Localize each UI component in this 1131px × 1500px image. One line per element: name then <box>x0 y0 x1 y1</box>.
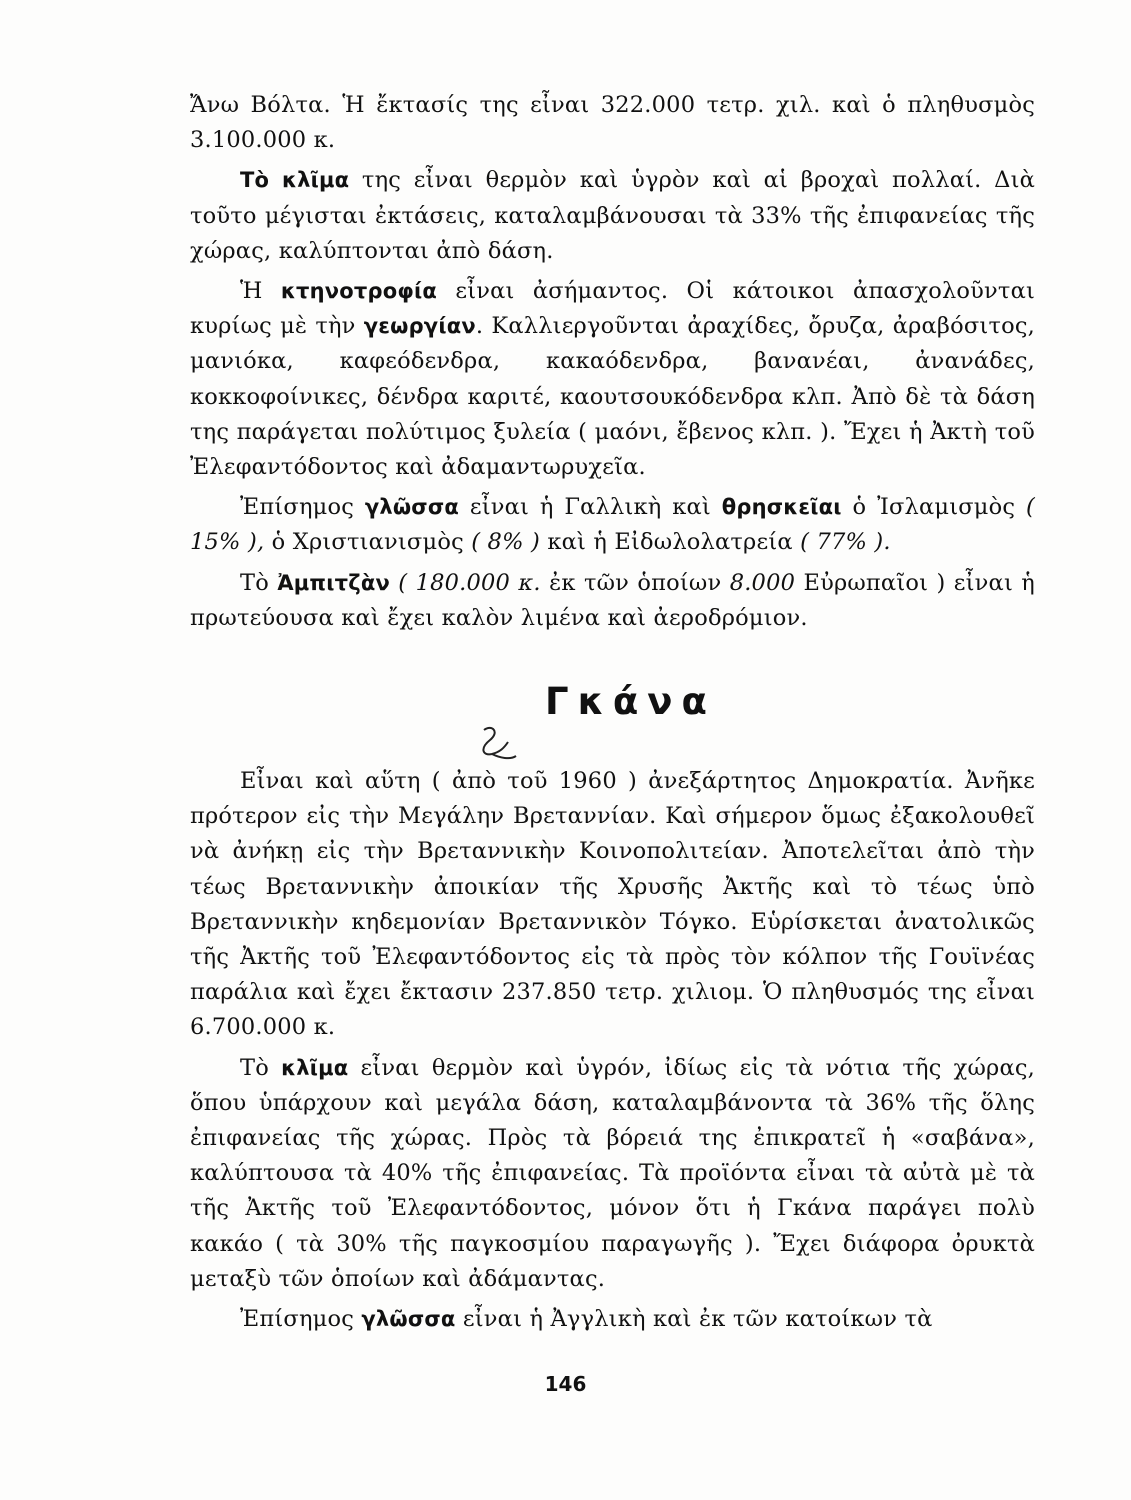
ghana-climate-text-a: Τὸ <box>240 1054 282 1081</box>
abidjan-term: Ἀμπιτζὰν <box>277 570 390 595</box>
europeans-count: 8.000 <box>729 569 796 596</box>
capital-text-c: Εὐρωπαῖοι ) εἶναι ἡ πρωτεύουσα καὶ ἔχει καλὸν λιμένα καὶ ἀεροδρόμιον. <box>190 569 1035 631</box>
abidjan-population: ( 180.000 κ. <box>389 569 541 596</box>
upper-volta-area-paragraph: Ἄνω Βόλτα. Ἡ ἔκτασίς της εἶναι 322.000 τετρ. χιλ. καὶ ὁ πληθυσμὸς 3.100.000 κ. <box>190 92 1035 154</box>
economy-text-c: . Καλλιεργοῦνται ἀραχίδες, ὄρυζα, ἀραβόσιτος, μανιόκα, καφεόδενδρα, κακαόδενδρα, βανανέαι, ἀνανάδες, κοκκοφοίνικες, δένδρα καριτέ, καουτσουκόδενδρα κλπ. Ἀπὸ δὲ τὰ δάση της παράγεται πολύτιμος ξυλεία ( μαόνι, ἔβενος κλπ. ). Ἔχει ἡ Ἀκτὴ τοῦ Ἐλεφαντόδοντος καὶ ἀδαμαντωρυχεῖα. <box>190 313 1035 481</box>
climate-term: Τὸ κλῖμα <box>240 168 350 193</box>
capital-text-a: Τὸ <box>240 569 278 596</box>
upper-volta-section <box>190 88 1035 641</box>
ghana-language-text-a: Ἐπίσημος <box>240 1306 362 1333</box>
ghana-overview-paragraph: Εἶναι καὶ αὕτη ( ἀπὸ τοῦ 1960 ) ἀνεξάρτητος Δημοκρατία. Ἀνῆκε πρότερον εἰς τὴν Μεγάλην Βρεταννίαν. Καὶ σήμερον ὅμως ἐξακολουθεῖ νὰ ἀνήκῃ εἰς τὴν Βρεταννικὴν Κοινοπολιτείαν. Ἀποτελεῖται ἀπὸ τὴν τέως Βρεταννικὴν ἀποικίαν τῆς Χρυσῆς Ἀκτῆς καὶ τὸ τέως ὑπὸ Βρεταννικὴν κηδεμονίαν Βρεταννικὸν Τόγκο. Εὑρίσκεται ἀνατολικῶς τῆς Ἀκτῆς τοῦ Ἐλεφαντόδοντος εἰς τὰ πρὸς τὸν κόλπον τῆς Γουϊνέας παράλια καὶ ἔχει ἔκτασιν 237.850 τετρ. χιλιομ. Ὁ πληθυσμός της εἶναι 6.700.000 κ. <box>190 768 1035 1041</box>
page-number: 146 <box>544 1372 587 1396</box>
christianity-percent: ( 8% ) <box>471 529 540 556</box>
ghana-climate-term: κλῖμα <box>281 1055 349 1080</box>
language-text-e: καὶ ἡ Εἰδωλολατρεία <box>539 529 801 556</box>
economy-text-b: εἶναι ἀσήμαντος. Οἱ κάτοικοι ἀπασχολοῦνται κυρίως μὲ τὴν <box>190 278 1035 340</box>
language-text-a: Ἐπίσημος <box>240 494 365 521</box>
islam-percent: ( 15% ), <box>190 494 1035 556</box>
language-text-d: ὁ Χριστιανισμὸς <box>264 529 472 556</box>
upper-volta-economy-paragraph <box>190 274 1035 485</box>
upper-volta-climate-paragraph <box>190 163 1035 269</box>
ghana-climate-text-b: εἶναι θερμὸν καὶ ὑγρόν, ἰδίως εἰς τὰ νότια τῆς χώρας, ὅπου ὑπάρχουν καὶ μεγάλα δάση, καταλαμβάνοντα τὰ 36% τῆς ὅλης ἐπιφανείας τῆς χώρας. Πρὸς τὰ βόρειά της ἐπικρατεῖ ἡ «σαβάνα», καλύπτουσα τὰ 40% τῆς ἐπιφανείας. Τὰ προϊόντα εἶναι τὰ αὐτὰ μὲ τὰ τῆς Ἀκτῆς τοῦ Ἐλεφαντόδοντος, μόνον ὅτι ἡ Γκάνα παράγει πολὺ κακάο ( τὰ 30% τῆς παγκοσμίου παραγωγῆς ). Ἔχει διάφορα ὀρυκτὰ μεταξὺ τῶν ὁποίων καὶ ἀδάμαντας. <box>190 1054 1035 1292</box>
language-term: γλῶσσα <box>364 495 460 520</box>
ghana-climate-paragraph <box>190 1051 1035 1297</box>
ghana-language-text-b: εἶναι ἡ Ἀγγλικὴ καὶ ἐκ τῶν κατοίκων τὰ <box>455 1306 933 1333</box>
capital-text-b: ἐκ τῶν ὁποίων <box>540 569 730 596</box>
section-title-ghana: Γκάνα <box>545 680 716 723</box>
climate-text: της εἶναι θερμὸν καὶ ὑγρὸν καὶ αἱ βροχαὶ πολλαί. Διὰ τοῦτο μέγισται ἐκτάσεις, καταλαμβάνουσαι τὰ 33% τῆς ἐπιφανείας τῆς χώρας, καλύπτονται ἀπὸ δάση. <box>190 167 1036 264</box>
economy-text-a: Ἡ <box>240 278 281 305</box>
livestock-term: κτηνοτροφία <box>280 279 437 304</box>
upper-volta-language-paragraph <box>190 490 1035 560</box>
idolatry-percent: ( 77% ). <box>800 529 891 556</box>
ghana-language-term: γλῶσσα <box>361 1307 456 1332</box>
upper-volta-capital-paragraph <box>190 566 1035 636</box>
ghana-language-paragraph <box>190 1302 1035 1337</box>
language-text-b: εἶναι ἡ Γαλλικὴ καὶ <box>459 494 722 521</box>
religions-term: θρησκεῖαι <box>721 495 842 520</box>
ghana-section <box>190 764 1035 1342</box>
language-text-c: ὁ Ἰσλαμισμὸς <box>841 494 1026 521</box>
agriculture-term: γεωργίαν <box>363 314 476 339</box>
